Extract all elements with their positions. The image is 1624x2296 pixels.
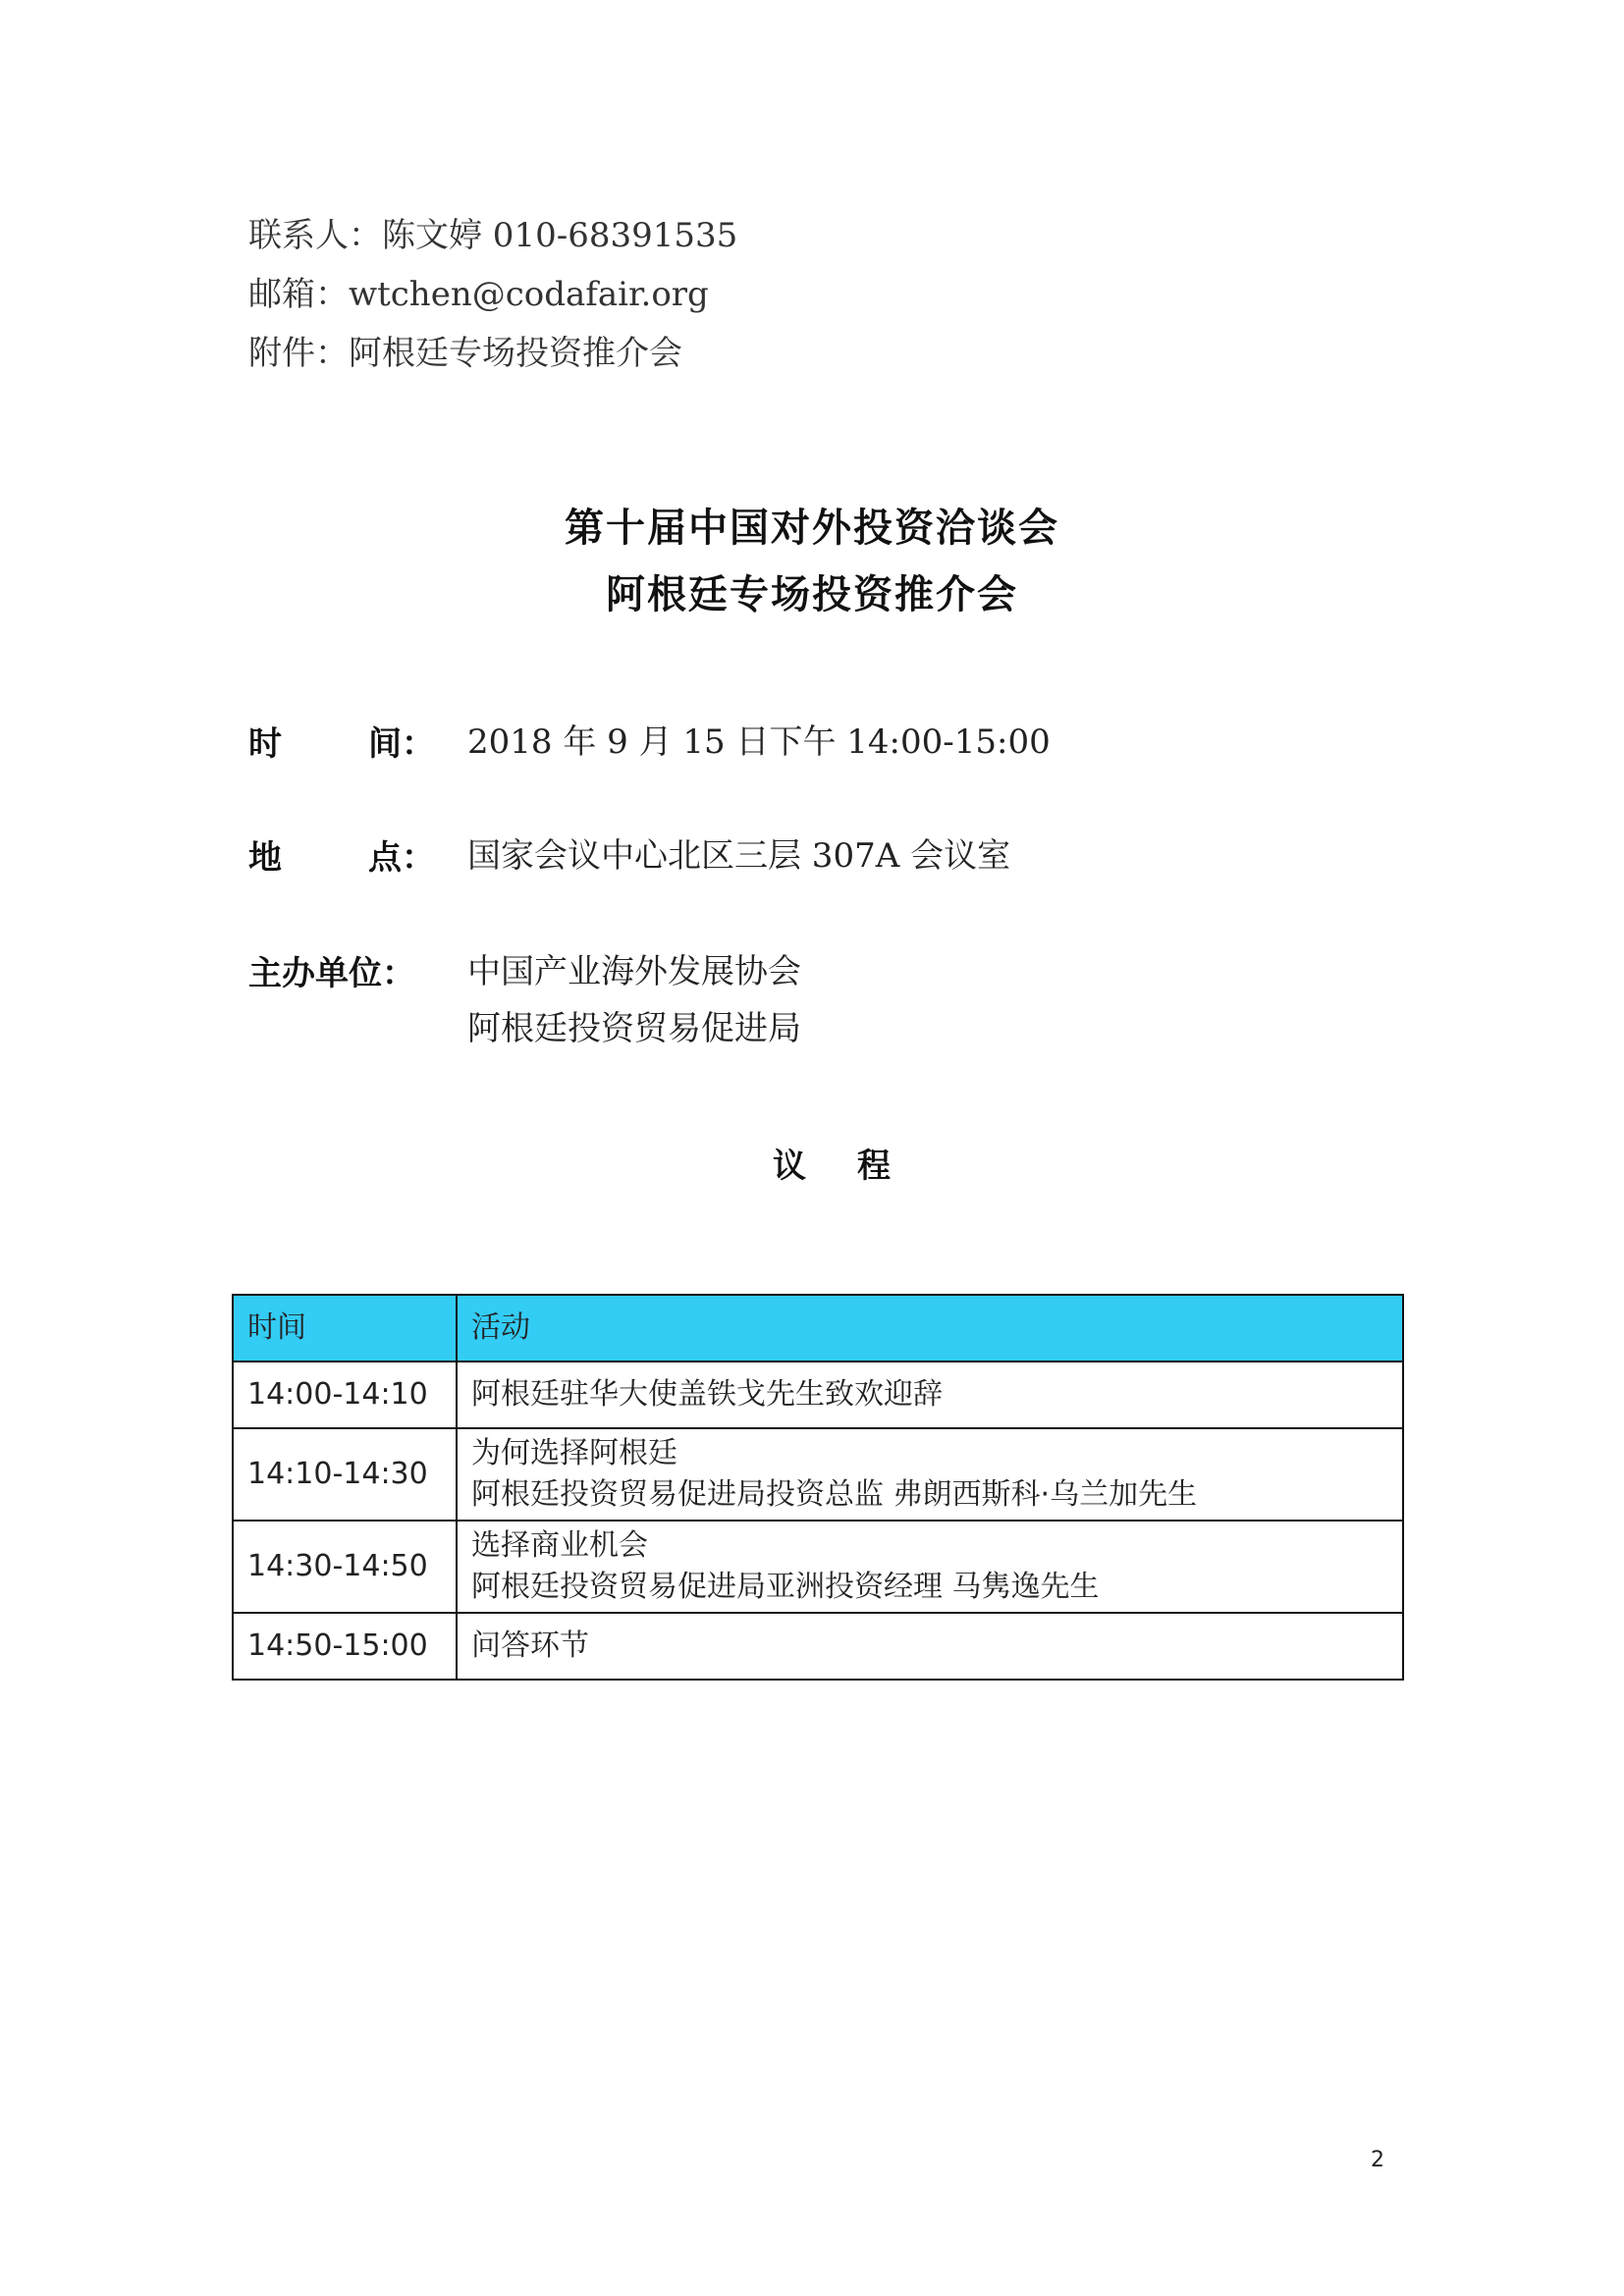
time-value: 2018 年 9 月 15 日下午 14:00-15:00 — [467, 722, 1051, 762]
agenda-activity-cell — [457, 1362, 1403, 1428]
activity-column-header: 活动 — [457, 1295, 1403, 1362]
host-organization: 中国产业海外发展协会 — [467, 952, 801, 991]
activity-line: 选择商业机会 — [471, 1528, 648, 1563]
activity-line: 阿根廷投资贸易促进局投资总监 弗朗西斯科·乌兰加先生 — [471, 1477, 1198, 1512]
activity-line: 问答环节 — [471, 1629, 589, 1663]
agenda-heading-last: 程 — [857, 1147, 891, 1186]
activity-line: 阿根廷驻华大使盖铁戈先生致欢迎辞 — [471, 1377, 943, 1412]
place-label-first: 地 — [248, 838, 282, 878]
agenda-time-cell: 14:30-14:50 — [233, 1521, 457, 1613]
time-label-first: 时 — [248, 724, 282, 764]
contact-attachment: 附件：阿根廷专场投资推介会 — [248, 334, 682, 373]
agenda-row — [233, 1428, 1403, 1521]
activity-line: 阿根廷投资贸易促进局亚洲投资经理 马隽逸先生 — [471, 1570, 1100, 1604]
agenda-heading-first: 议 — [773, 1147, 806, 1186]
host-label: 主办单位： — [248, 954, 415, 993]
contact-email: 邮箱：wtchen@codafair.org — [248, 275, 709, 314]
place-label — [248, 836, 435, 880]
activity-line: 为何选择阿根廷 — [471, 1436, 677, 1470]
time-column-header: 时间 — [233, 1295, 457, 1362]
agenda-time-cell: 14:50-15:00 — [233, 1613, 457, 1680]
agenda-activity-cell — [457, 1613, 1403, 1680]
document-title-line-1: 第十届中国对外投资洽谈会 — [565, 505, 1059, 551]
contact-person: 联系人：陈文婷 010-68391535 — [248, 216, 738, 255]
agenda-activity-cell — [457, 1521, 1403, 1613]
agenda-header-row — [233, 1295, 1403, 1362]
agenda-heading — [773, 1145, 891, 1188]
agenda-time-cell: 14:10-14:30 — [233, 1428, 457, 1521]
place-label-last: 点： — [368, 838, 435, 878]
agenda-time-cell: 14:00-14:10 — [233, 1362, 457, 1428]
page-number: 2 — [1371, 2148, 1384, 2172]
host-organization: 阿根廷投资贸易促进局 — [467, 1009, 801, 1048]
time-label — [248, 722, 435, 766]
agenda-row — [233, 1362, 1403, 1428]
agenda-row — [233, 1521, 1403, 1613]
agenda-table — [232, 1294, 1404, 1681]
time-label-last: 间： — [368, 724, 435, 764]
agenda-row — [233, 1613, 1403, 1680]
document-title-line-2: 阿根廷专场投资推介会 — [606, 571, 1018, 617]
place-value: 国家会议中心北区三层 307A 会议室 — [467, 836, 1011, 876]
agenda-activity-cell — [457, 1428, 1403, 1521]
